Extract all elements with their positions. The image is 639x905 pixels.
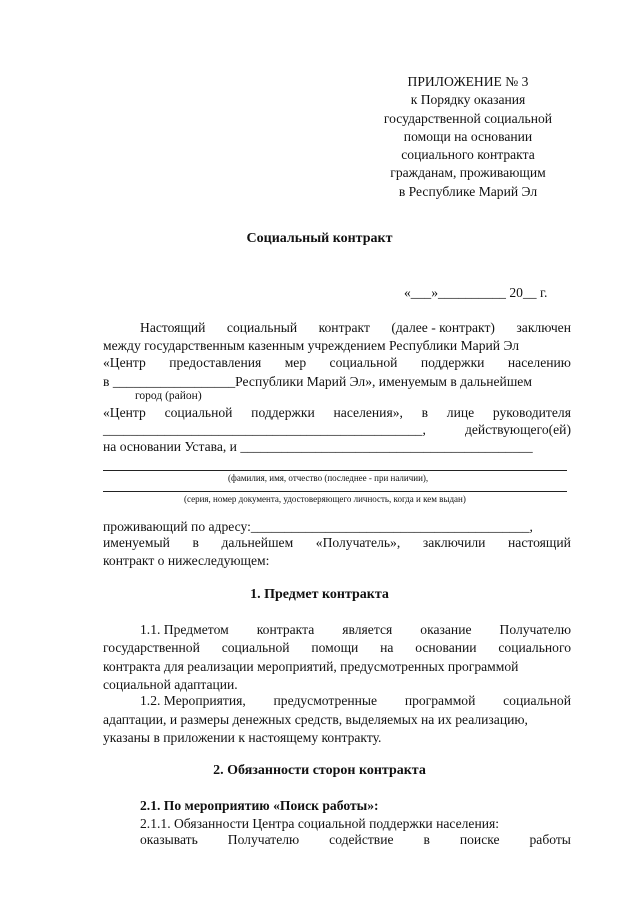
hint-document: (серия, номер документа, удостоверяющего личность, когда и кем выдан) — [184, 494, 466, 504]
address-line-1: проживающий по адресу:_________________________________________, — [103, 519, 533, 534]
intro-line-5: «Центр социальной поддержки населения», в лице руководителя — [103, 405, 571, 420]
clause-1-1-line-4: социальной адаптации. — [103, 677, 238, 692]
clause-1-2-line-3: указаны в приложении к настоящему контракту. — [103, 730, 382, 745]
fio-underline — [103, 470, 567, 471]
appendix-header — [350, 73, 586, 201]
clause-1-2-line-1: 1.2. Мероприятия, предусмотренные программой социальной — [140, 693, 571, 708]
intro-line-3: «Центр предоставления мер социальной поддержки населению — [103, 355, 571, 370]
appendix-line: ПРИЛОЖЕНИЕ № 3 — [407, 74, 529, 89]
appendix-line: социального контракта — [401, 147, 535, 163]
hint-fio: (фамилия, имя, отчество (последнее - при наличии), — [228, 473, 429, 483]
clause-1-1-line-1: 1.1. Предметом контракта является оказание Получателю — [140, 622, 571, 637]
intro-line-2: между государственным казенным учреждением Республики Марий Эл — [103, 338, 520, 353]
document-underline — [103, 491, 567, 492]
clause-1-2-line-2: адаптации, и размеры денежных средств, выделяемых на их реализацию, — [103, 712, 528, 727]
address-line-3: контракт о нижеследующем: — [103, 553, 270, 568]
appendix-line: в Республике Марий Эл — [398, 183, 538, 199]
appendix-line: государственной социальной — [383, 110, 553, 126]
section-2-heading: 2. Обязанности сторон контракта — [213, 763, 426, 778]
intro-line-7: на основании Устава, и ___________________________________________ — [103, 439, 533, 454]
appendix-line: гражданам, проживающим — [390, 165, 546, 181]
section-2-1-heading: 2.1. По мероприятию «Поиск работы»: — [140, 798, 379, 813]
appendix-line: к Порядку оказания — [410, 92, 526, 108]
document-title: Социальный контракт — [246, 231, 393, 246]
section-1-heading: 1. Предмет контракта — [250, 587, 389, 602]
intro-line-6: _______________________________________________, действующего(ей) — [103, 422, 571, 437]
clause-2-1-1-text: оказывать Получателю содействие в поиске работы — [140, 832, 571, 847]
address-line-2: именуемый в дальнейшем «Получатель», заключили настоящий — [103, 535, 571, 550]
clause-2-1-1: 2.1.1. Обязанности Центра социальной поддержки населения: — [140, 816, 500, 831]
clause-1-1-line-3: контракта для реализации мероприятий, предусмотренных программой — [103, 659, 519, 674]
hint-city: город (район) — [135, 390, 202, 402]
intro-line-4: в __________________Республики Марий Эл», именуемым в дальнейшем — [103, 374, 532, 389]
clause-1-1-line-2: государственной социальной помощи на основании социального — [103, 640, 571, 655]
appendix-line: помощи на основании — [403, 128, 533, 144]
date-line: «___»__________ 20__ г. — [404, 285, 548, 300]
intro-line-1: Настоящий социальный контракт (далее - контракт) заключен — [140, 320, 571, 335]
